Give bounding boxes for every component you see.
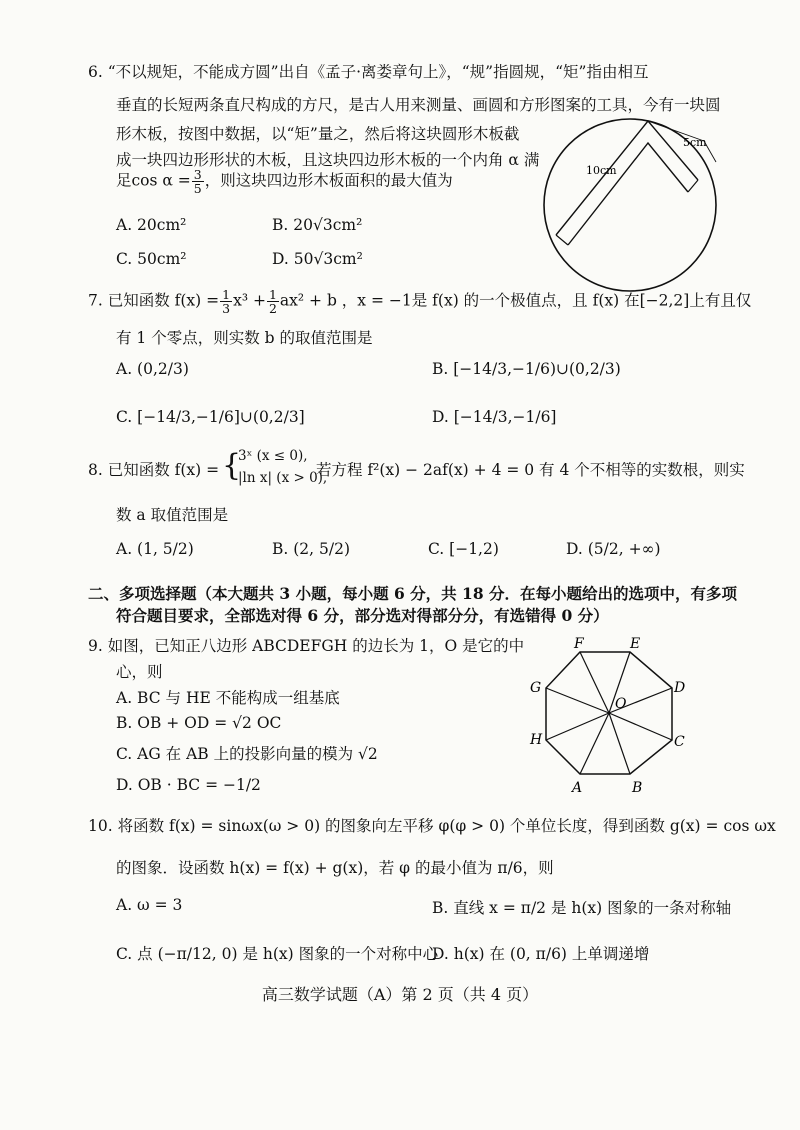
- q6-line2: 垂直的长短两条直尺构成的方尺，是古人用来测量、画圆和方形图案的工具，今有一块圆: [116, 96, 721, 114]
- q9-option-a: A. BC 与 HE 不能构成一组基底: [116, 689, 340, 707]
- q10-option-b: B. 直线 x = π/2 是 h(x) 图象的一条对称轴: [432, 899, 732, 917]
- q7-line1-b: x³ +: [233, 291, 266, 310]
- q6-line5-post: ，则这块四边形木板面积的最大值为: [204, 171, 453, 190]
- q6-option-d: D. 50√3cm²: [272, 250, 363, 268]
- q8-option-b: B. (2, 5/2): [272, 540, 350, 558]
- q8-option-a: A. (1, 5/2): [116, 540, 194, 558]
- q6-line5-pre: 足cos α =: [116, 171, 191, 190]
- q7-line1-a: 7. 已知函数 f(x) =: [88, 291, 220, 310]
- q7-line1: [88, 288, 751, 315]
- q6-line1: 6. “不以规矩，不能成方圆”出自《孟子·离娄章句上》，“规”指圆规，“矩”指由相互: [88, 63, 649, 81]
- q9-line2: 心，则: [116, 663, 163, 681]
- q9-label-h: H: [530, 732, 543, 748]
- q7-frac-1-2: $\frac{1}{2}$: [268, 287, 277, 316]
- page-footer: 高三数学试题（A）第 2 页（共 4 页）: [261, 985, 539, 1004]
- q6-option-a: A. 20cm²: [116, 216, 187, 234]
- q7-option-c: C. [−14/3,−1/6]∪(0,2/3]: [116, 408, 305, 426]
- q6-line3: 形木板，按图中数据，以“矩”量之，然后将这块圆形木板截: [116, 125, 520, 143]
- q6-cos-fraction: $\frac{3}{5}$: [193, 167, 202, 196]
- q9-option-b: B. OB + OD = √2 OC: [116, 714, 282, 732]
- q9-label-o: O: [615, 696, 627, 712]
- q8-option-d: D. (5/2, +∞): [566, 540, 661, 558]
- q8-brace: {: [222, 448, 242, 483]
- q9-octagon-figure: [526, 636, 706, 796]
- section2-heading-line1: 二、多项选择题（本大题共 3 小题，每小题 6 分，共 18 分．在每小题给出的选项中，有多项: [88, 584, 738, 603]
- section2-heading-line2: 符合题目要求，全部选对得 6 分，部分选对得部分分，有选错得 0 分）: [116, 606, 609, 625]
- q7-frac-1-3: $\frac{1}{3}$: [222, 287, 231, 316]
- q9-label-e: E: [630, 636, 641, 652]
- q10-option-a: A. ω = 3: [116, 896, 183, 914]
- q10-line1: 10. 将函数 f(x) = sinωx(ω > 0) 的图象向左平移 φ(φ > 0) 个单位长度，得到函数 g(x) = cos ωx: [88, 817, 776, 835]
- q9-option-d: D. OB · BC = −1/2: [116, 776, 261, 794]
- q8-case1: 3ˣ (x ≤ 0),: [238, 448, 308, 464]
- q8-case2: |ln x| (x > 0),: [238, 470, 328, 486]
- q7-option-a: A. (0,2/3): [116, 360, 189, 378]
- q10-line2: 的图象．设函数 h(x) = f(x) + g(x)，若 φ 的最小值为 π/6，则: [116, 859, 554, 877]
- q8-line2: 数 a 取值范围是: [116, 506, 229, 524]
- q9-option-c: C. AG 在 AB 上的投影向量的模为 √2: [116, 745, 378, 763]
- q9-label-a: A: [572, 780, 583, 796]
- q9-label-g: G: [530, 680, 542, 696]
- q6-circle-square-figure: [538, 108, 728, 298]
- q9-label-b: B: [632, 780, 643, 796]
- q7-option-d: D. [−14/3,−1/6]: [432, 408, 557, 426]
- q6-label-10cm: 10cm: [586, 164, 617, 177]
- q8-line1-rest: 若方程 f²(x) − 2af(x) + 4 = 0 有 4 个不相等的实数根，则实: [316, 461, 745, 479]
- q7-line2: 有 1 个零点，则实数 b 的取值范围是: [116, 329, 373, 347]
- q7-option-b: B. [−14/3,−1/6)∪(0,2/3): [432, 360, 621, 378]
- q9-label-d: D: [674, 680, 686, 696]
- q6-label-5cm: 5cm: [683, 136, 707, 149]
- q9-label-c: C: [674, 734, 685, 750]
- q9-label-f: F: [574, 636, 584, 652]
- q7-line1-c: ax² + b ，x = −1是 f(x) 的一个极值点，且 f(x) 在[−2,2]上有且仅: [279, 291, 752, 310]
- q6-option-c: C. 50cm²: [116, 250, 187, 268]
- q10-option-c: C. 点 (−π/12, 0) 是 h(x) 图象的一个对称中心: [116, 945, 439, 963]
- q8-func-label: 8. 已知函数 f(x) =: [88, 461, 220, 479]
- q6-option-b: B. 20√3cm²: [272, 216, 363, 234]
- q8-option-c: C. [−1,2): [428, 540, 499, 558]
- q9-line1: 9. 如图，已知正八边形 ABCDEFGH 的边长为 1，O 是它的中: [88, 637, 525, 655]
- q10-option-d: D. h(x) 在 (0, π/6) 上单调递增: [432, 945, 650, 963]
- q6-line4: 成一块四边形形状的木板，且这块四边形木板的一个内角 α 满: [116, 151, 540, 169]
- q6-line5: [116, 168, 453, 195]
